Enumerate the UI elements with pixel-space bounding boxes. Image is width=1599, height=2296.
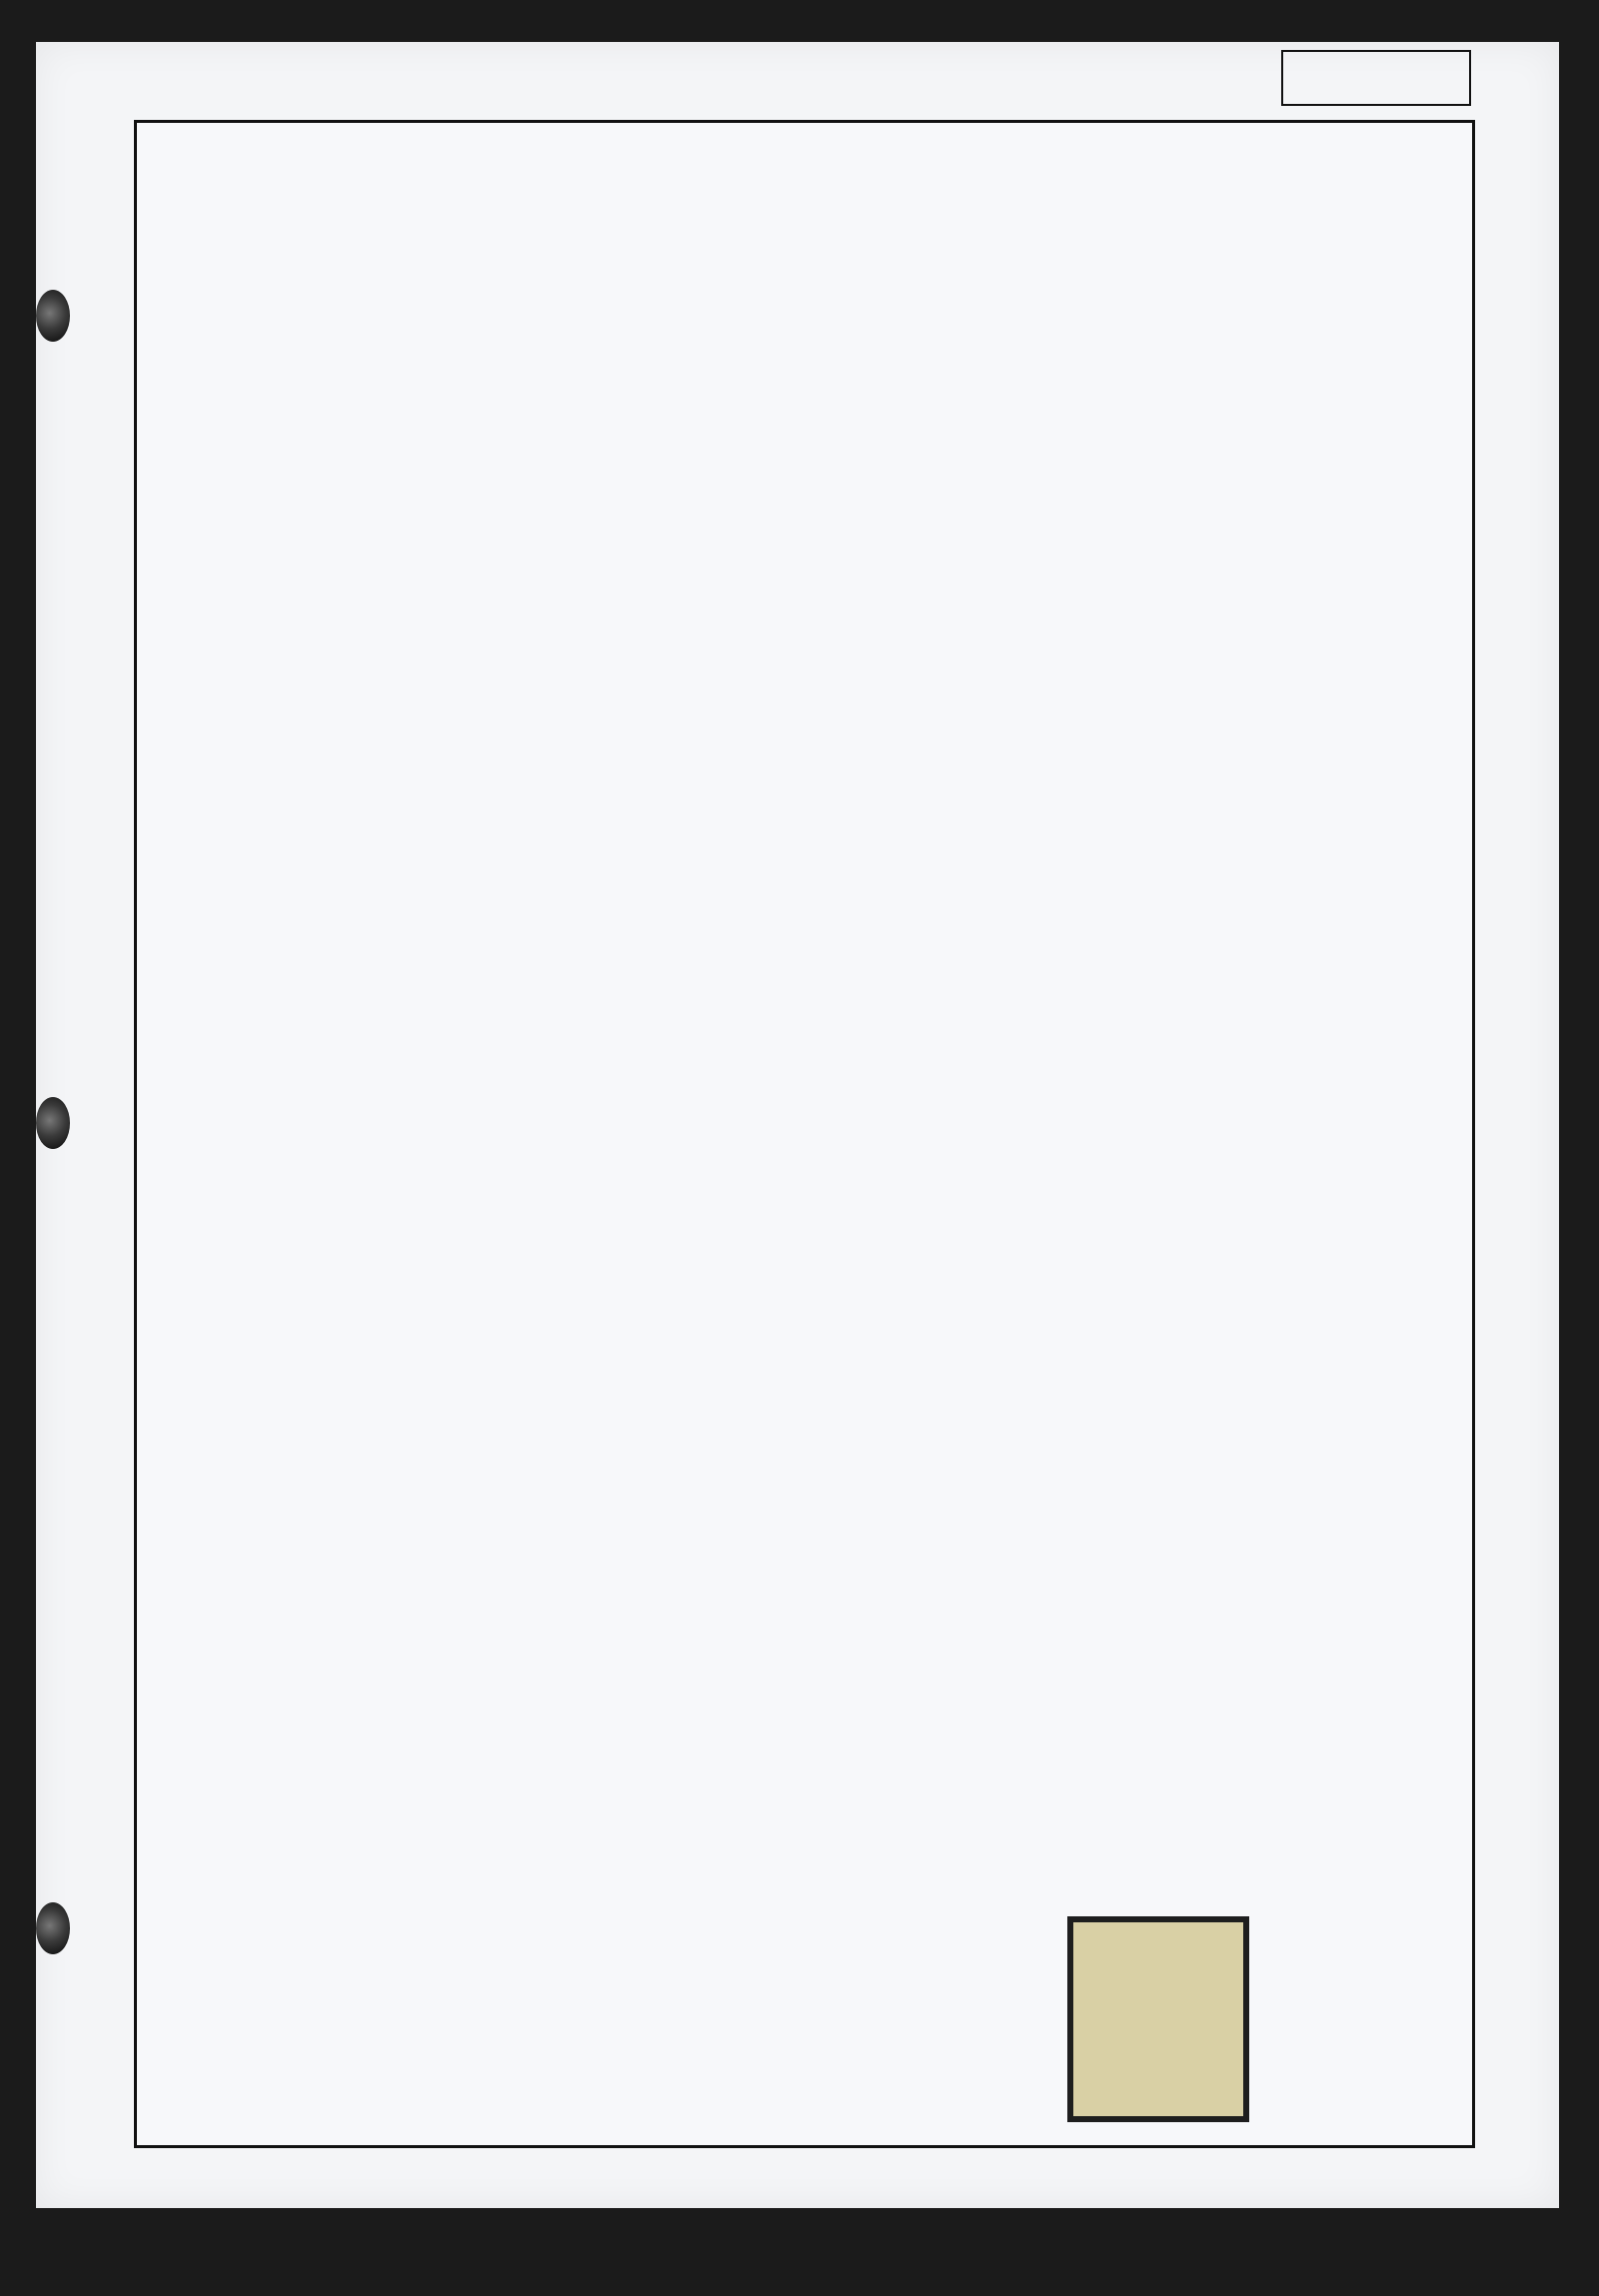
page-number [1281, 50, 1471, 106]
extra-stamp-munich [1073, 1922, 1243, 2116]
binder-hole-middle [36, 1097, 70, 1149]
perfin-table [134, 120, 1475, 2148]
binder-hole-top [36, 290, 70, 342]
binder-hole-bottom [36, 1902, 70, 1954]
copyright-notice [86, 1543, 114, 1802]
